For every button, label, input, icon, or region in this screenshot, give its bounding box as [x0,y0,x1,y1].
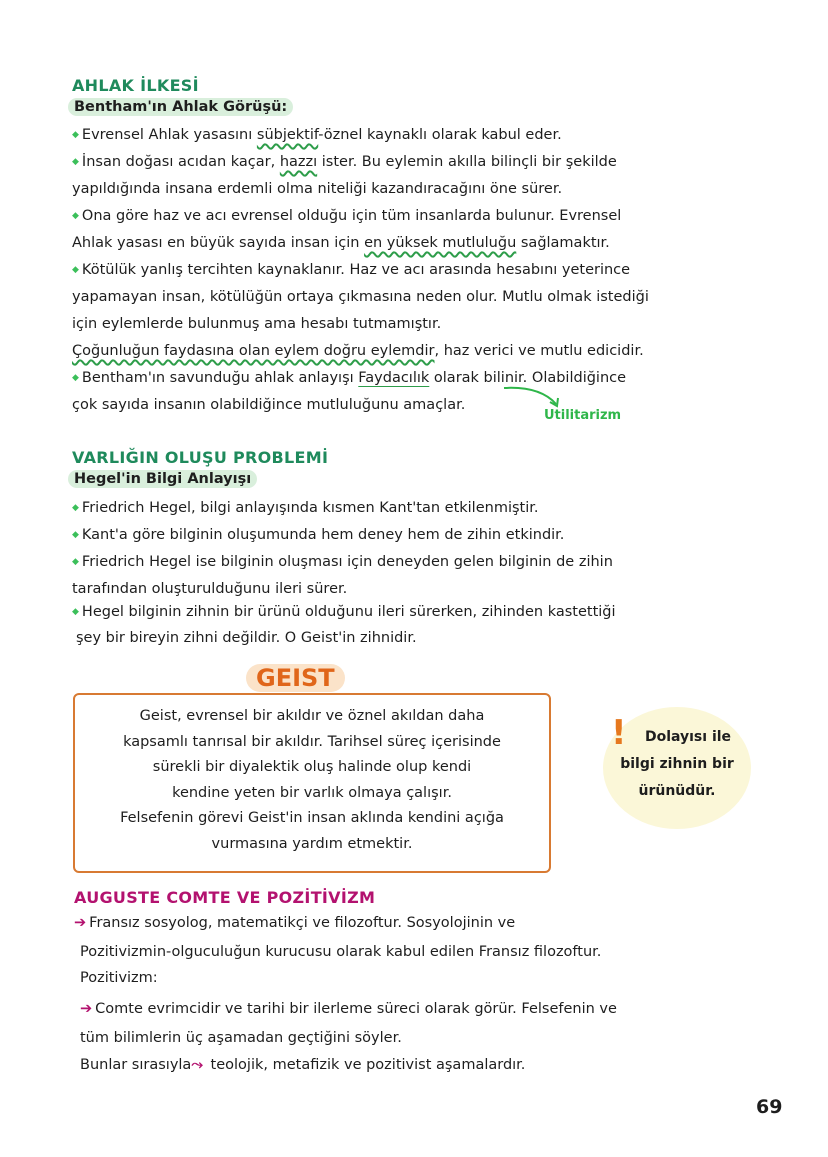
varlik-line-2: ◆ Kant'a göre bilginin oluşumunda hem deney hem de zihin etkindir. [72,527,565,543]
bullet-icon: ◆ [72,265,79,275]
subtitle-hegel: Hegel'in Bilgi Anlayışı [68,470,257,488]
comte-line-1: ➔ Fransız sosyolog, matematikçi ve filozoftur. Sosyolojinin ve [74,915,516,931]
ahlak-line-4: ◆ Ona göre haz ve acı evrensel olduğu için tüm insanlarda bulunur. Evrensel [72,208,622,224]
ahlak-line-10: ◆ Bentham'ın savunduğu ahlak anlayışı Faydacılık olarak bilinir. Olabildiğince [72,370,627,386]
bullet-icon: ◆ [72,130,79,140]
exclamation-icon: ! [611,713,627,753]
squiggle-arrow-icon: ⤳ [191,1057,203,1073]
note-line-3: ürünüdür. [638,783,716,799]
ahlak-line-8: için eylemlerde bulunmuş ama hesabı tutmamıştır. [72,316,442,332]
bullet-icon: ◆ [72,211,79,221]
bullet-icon: ◆ [72,557,79,567]
bullet-icon: ◆ [72,157,79,167]
bullet-icon: ◆ [72,503,79,513]
bullet-icon: ◆ [72,607,79,617]
bullet-icon: ◆ [72,530,79,540]
varlik-line-1: ◆ Friedrich Hegel, bilgi anlayışında kısmen Kant'tan etkilenmiştir. [72,500,539,516]
ahlak-line-1: ◆ Evrensel Ahlak yasasını sübjektif-öznel kaynaklı olarak kabul eder. [72,127,562,143]
arrow-right-icon: ➔ [74,915,87,931]
varlik-line-5: ◆ Hegel bilginin zihnin bir ürünü olduğunu ileri sürerken, zihinden kastettiği [72,604,616,620]
ahlak-line-5: Ahlak yasası en büyük sayıda insan için en yüksek mutluluğu sağlamaktır. [72,235,610,251]
comte-line-6: Bunlar sırasıyla⤳ teolojik, metafizik ve pozitivist aşamalardır. [80,1057,526,1073]
geist-title: GEIST [246,664,345,692]
varlik-line-3: ◆ Friedrich Hegel ise bilginin oluşması için deneyden gelen bilginin de zihin [72,554,613,570]
ahlak-line-3: yapıldığında insana erdemli olma niteliği kazandıracağını öne sürer. [72,181,563,197]
ahlak-line-9: Çoğunluğun faydasına olan eylem doğru eylemdir, haz verici ve mutlu edicidir. [72,343,644,359]
section-title-ahlak: AHLAK İLKESİ [72,76,199,95]
ahlak-line-11: çok sayıda insanın olabildiğince mutluluğunu amaçlar. [72,397,466,413]
section-title-varlik: VARLIĞIN OLUŞU PROBLEMİ [72,448,329,467]
varlik-line-6: şey bir bireyin zihni değildir. O Geist'in zihnidir. [76,630,417,646]
comte-line-2: Pozitivizmin-olguculuğun kurucusu olarak kabul edilen Fransız filozoftur. [80,944,602,960]
arrow-right-icon: ➔ [80,1001,93,1017]
ahlak-line-6: ◆ Kötülük yanlış tercihten kaynaklanır. Haz ve acı arasında hesabını yeterince [72,262,631,278]
geist-box-line-5: Felsefenin görevi Geist'in insan aklında kendini açığa [120,810,504,826]
comte-line-4: ➔ Comte evrimcidir ve tarihi bir ilerleme süreci olarak görür. Felsefenin ve [80,1001,617,1017]
note-line-1: Dolayısı ile [644,729,732,745]
section-title-comte: AUGUSTE COMTE VE POZİTİVİZM [74,888,376,907]
geist-box [73,693,551,873]
subtitle-bentham: Bentham'ın Ahlak Görüşü: [68,98,293,116]
geist-box-line-1: Geist, evrensel bir akıldır ve öznel akıldan daha [139,708,485,724]
note-line-2: bilgi zihnin bir [620,756,734,772]
ahlak-line-2: ◆ İnsan doğası acıdan kaçar, hazzı ister. Bu eylemin akılla bilinçli bir şekilde [72,154,617,170]
page-number: 69 [756,1096,783,1118]
comte-line-5: tüm bilimlerin üç aşamadan geçtiğini söyler. [80,1030,402,1046]
ahlak-line-7: yapamayan insan, kötülüğün ortaya çıkmasına neden olur. Mutlu olmak istediği [72,289,649,305]
note-text [603,724,751,805]
bullet-icon: ◆ [72,373,79,383]
geist-box-line-4: kendine yeten bir varlık olmaya çalışır. [172,784,452,801]
comte-line-3: Pozitivizm: [80,970,158,986]
utilitarizm-label: Utilitarizm [544,408,622,423]
varlik-line-4: tarafından oluşturulduğunu ileri sürer. [72,581,348,597]
geist-box-line-6: vurmasına yardım etmektir. [211,835,413,852]
geist-box-line-2: kapsamlı tanrısal bir akıldır. Tarihsel süreç içerisinde [123,733,501,750]
geist-box-line-3: sürekli bir diyalektik oluş halinde olup kendi [152,759,472,775]
